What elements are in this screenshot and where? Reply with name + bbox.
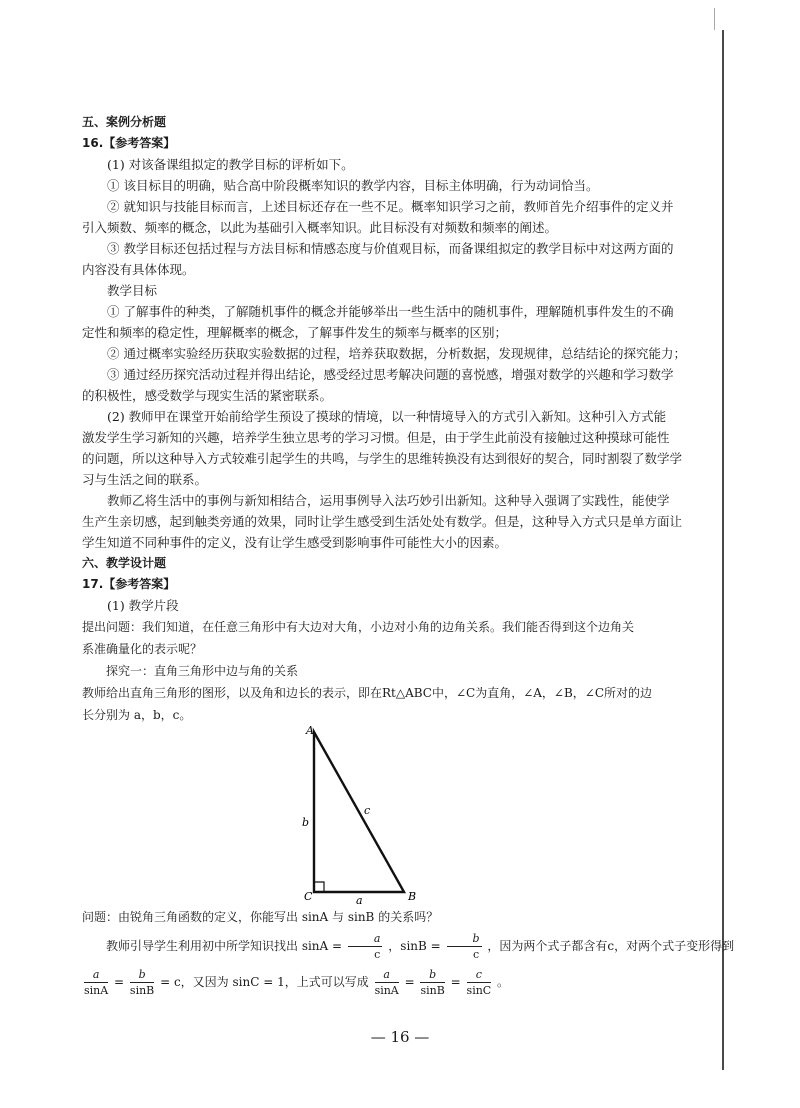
paragraph: (2) 教师甲在课堂开始前给学生预设了摸球的情境，以一种情境导入的方式引入新知。这种引入方式能 — [107, 409, 667, 424]
law-of-sines-line — [82, 964, 667, 1000]
fraction-numerator: a — [84, 967, 108, 983]
question-text: 问题：由锐角三角函数的定义，你能写出 sinA 与 sinB 的关系吗？ — [82, 910, 439, 924]
triangle-shape — [314, 732, 404, 892]
guide-text: ，sinB = — [388, 939, 441, 953]
fraction-denominator: c — [374, 948, 381, 961]
paragraph-cont: 生产生亲切感，起到触类旁通的效果，同时让学生感受到生活处处有数学。但是，这种导入方式只是单方面让 — [82, 514, 683, 529]
fraction-denominator: sinB — [129, 984, 155, 997]
equals-sign: = — [450, 975, 461, 989]
paragraph-cont: 长分别为 a，b，c。 — [82, 708, 192, 722]
fraction-c-over-sinC — [467, 967, 492, 998]
paragraph: ③ 通过经历探究活动过程并得出结论，感受经过思考解决问题的喜悦感，增强对数学的兴趣和学习数学 — [107, 367, 674, 382]
paragraph-cont: 的积极性，感受数学与现实生活的紧密联系。 — [82, 388, 333, 403]
fraction-numerator: a — [375, 967, 399, 983]
equation-end: 。 — [497, 975, 510, 989]
fraction-numerator: c — [467, 967, 492, 983]
paragraph-cont: 定性和频率的稳定性，理解概率的概念，了解事件发生的频率与概率的区别； — [82, 325, 508, 340]
paragraph: 教学目标 — [107, 283, 158, 298]
fraction-numerator: b — [447, 931, 482, 947]
fraction-denominator: sinA — [84, 984, 109, 997]
fraction-b-over-sinB — [130, 967, 154, 998]
scan-edge-mark — [714, 8, 715, 30]
paragraph-cont: 激发学生学习新知的兴趣，培养学生独立思考的学习习惯。但是，由于学生此前没有接触过这种摸球可能性 — [82, 430, 670, 445]
fraction-b-over-c — [447, 931, 482, 962]
equals-sign: = — [114, 975, 125, 989]
paragraph-cont: 内容没有具体体现。 — [82, 262, 195, 277]
side-label-c: c — [364, 804, 371, 817]
paragraph: ② 通过概率实验经历获取实验数据的过程，培养获取数据，分析数据，发现规律，总结结论的探究能力； — [107, 346, 686, 361]
section-heading: 五、案例分析题 — [82, 115, 167, 129]
question-label: 17.【参考答案】 — [82, 577, 176, 591]
paragraph-cont: 系准确量化的表示呢？ — [82, 642, 203, 656]
paragraph: ① 了解事件的种类，了解随机事件的概念并能够举出一些生活中的随机事件，理解随机事件发生的不确 — [107, 304, 674, 319]
vertex-label-A: A — [306, 726, 314, 737]
paragraph: 提出问题：我们知道，在任意三角形中有大边对大角，小边对小角的边角关系。我们能否得到这个边角关 — [82, 620, 635, 634]
vertex-label-C: C — [304, 890, 313, 903]
vertex-label-B: B — [408, 890, 417, 903]
fraction-denominator: sinB — [420, 984, 445, 997]
paragraph: 教师给出直角三角形的图形，以及角和边长的表示，即在Rt△ABC中，∠C为直角，∠A，∠B，∠C所对的边 — [82, 686, 653, 700]
paragraph: ② 就知识与技能目标而言，上述目标还存在一些不足。概率知识学习之前，教师首先介绍事件的定义并 — [107, 199, 674, 214]
fraction-a-over-sinA — [375, 967, 399, 998]
paragraph: 探究一：直角三角形中边与角的关系 — [106, 664, 299, 678]
fraction-numerator: b — [130, 967, 154, 983]
right-triangle-figure — [82, 726, 667, 906]
binding-edge-line — [722, 30, 724, 1070]
paragraph-cont: 习与生活之间的联系。 — [82, 472, 208, 487]
fraction-numerator: b — [420, 967, 444, 983]
equation-text: = c，又因为 sinC = 1，上式可以写成 — [160, 975, 369, 989]
paragraph: 教师乙将生活中的事例与新知相结合，运用事例导入法巧妙引出新知。这种导入强调了实践性，能使学 — [107, 493, 670, 508]
fraction-numerator: a — [348, 931, 383, 947]
paragraph: (1) 教学片段 — [107, 598, 179, 613]
question-label: 16.【参考答案】 — [82, 136, 176, 150]
main-content — [82, 112, 735, 1000]
side-label-b: b — [302, 816, 310, 829]
paragraph: ③ 教学目标还包括过程与方法目标和情感态度与价值观目标，而备课组拟定的教学目标中对这两方面的 — [107, 241, 674, 256]
paragraph: ① 该目标目的明确，贴合高中阶段概率知识的教学内容，目标主体明确，行为动词恰当。 — [107, 178, 599, 193]
section-heading: 六、教学设计题 — [82, 556, 167, 570]
paragraph-cont: 学生知道不同种事件的定义，没有让学生感受到影响事件可能性大小的因素。 — [82, 535, 508, 550]
guide-text: ，因为两个式子都含有c，对两个式子变形得到 — [487, 939, 735, 953]
triangle-svg — [82, 726, 667, 906]
right-angle-mark — [314, 882, 324, 892]
guide-equation-line — [82, 928, 735, 964]
fraction-a-over-sinA — [84, 967, 108, 998]
paragraph-cont: 引入频数、频率的概念，以此为基础引入概率知识。此目标没有对频数和频率的阐述。 — [82, 220, 558, 235]
fraction-a-over-c — [348, 931, 383, 962]
fraction-denominator: c — [472, 948, 480, 961]
guide-text: 教师引导学生利用初中所学知识找出 sinA = — [106, 939, 343, 953]
fraction-denominator: sinC — [466, 984, 492, 997]
side-label-a: a — [356, 894, 363, 906]
paragraph: (1) 对该备课组拟定的教学目标的评析如下。 — [107, 157, 354, 172]
paragraph-cont: 的问题，所以这种导入方式较难引起学生的共鸣，与学生的思维转换没有达到很好的契合，同时割裂了数学学 — [82, 451, 683, 466]
equals-sign: = — [404, 975, 415, 989]
fraction-b-over-sinB — [420, 967, 444, 998]
fraction-denominator: sinA — [374, 984, 399, 997]
page-number: — 16 — — [370, 1028, 430, 1046]
